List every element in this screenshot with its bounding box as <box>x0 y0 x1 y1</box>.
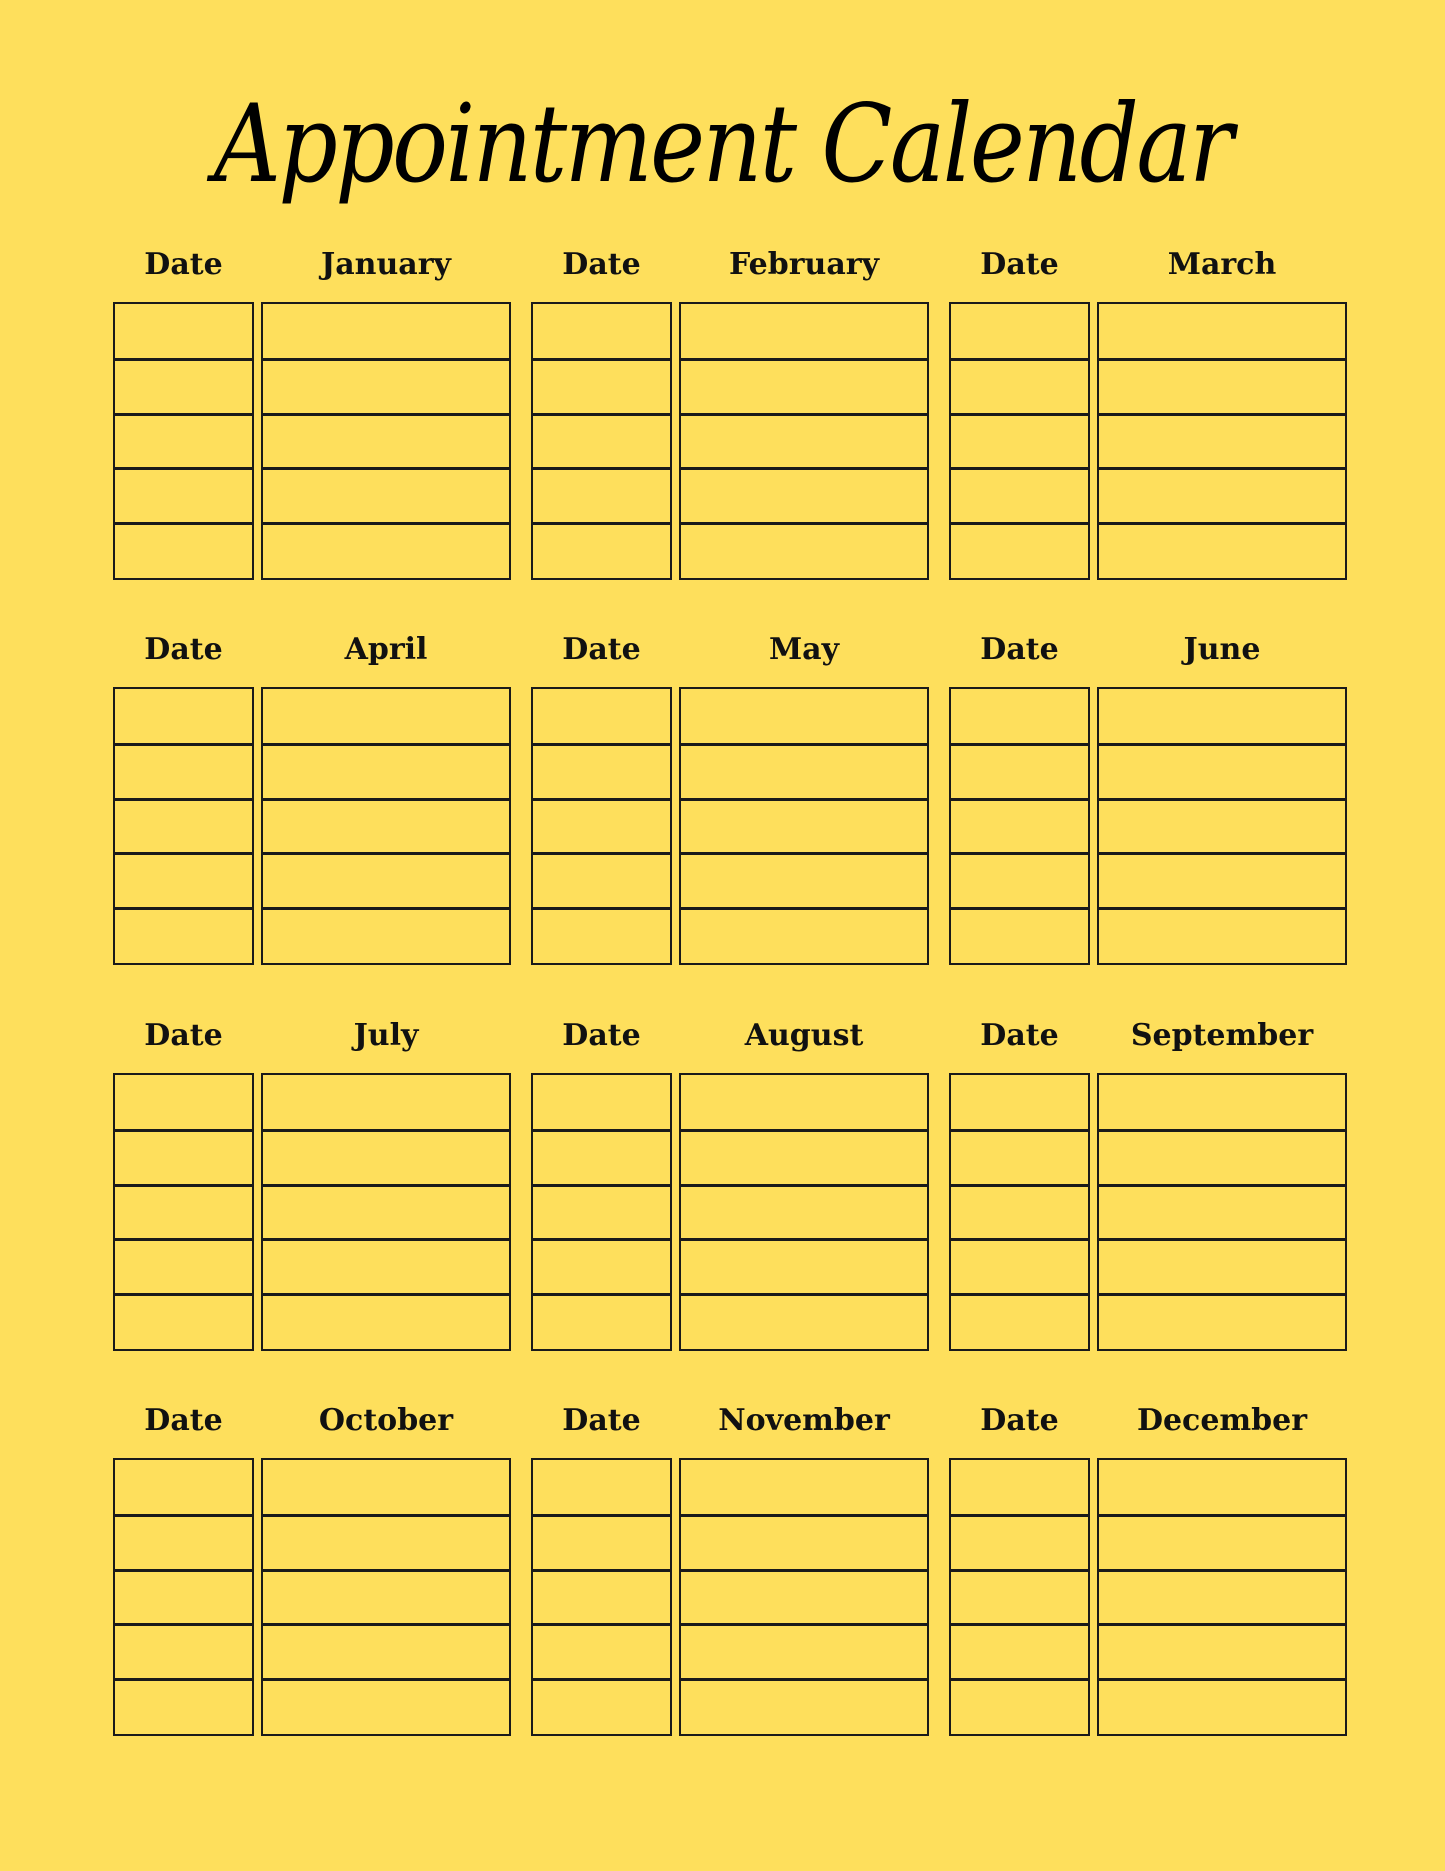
row-divider <box>115 522 252 525</box>
row-divider <box>1099 1514 1345 1517</box>
row-divider <box>263 798 509 801</box>
row-divider <box>681 1293 927 1296</box>
row-divider <box>263 743 509 746</box>
row-divider <box>951 1678 1088 1681</box>
row-divider <box>263 413 509 416</box>
row-divider <box>263 358 509 361</box>
month-label-february: February <box>728 247 879 282</box>
date-label: Date <box>980 632 1059 667</box>
row-divider <box>115 413 252 416</box>
date-column-box[interactable] <box>531 687 672 965</box>
row-divider <box>263 1238 509 1241</box>
row-divider <box>533 1238 670 1241</box>
row-divider <box>1099 1623 1345 1626</box>
row-divider <box>951 798 1088 801</box>
row-divider <box>263 1129 509 1132</box>
date-column-box[interactable] <box>531 1458 672 1736</box>
date-label: Date <box>980 1018 1059 1053</box>
appointment-column-box[interactable] <box>679 687 929 965</box>
date-column-box[interactable] <box>531 1073 672 1351</box>
row-divider <box>263 522 509 525</box>
date-label: Date <box>144 632 223 667</box>
month-label-january: January <box>321 247 451 282</box>
row-divider <box>951 413 1088 416</box>
date-label: Date <box>562 1018 641 1053</box>
appointment-column-box[interactable] <box>1097 687 1347 965</box>
appointment-column-box[interactable] <box>679 302 929 580</box>
row-divider <box>115 467 252 470</box>
date-column-box[interactable] <box>113 302 254 580</box>
row-divider <box>1099 358 1345 361</box>
appointment-column-box[interactable] <box>261 1073 511 1351</box>
row-divider <box>115 1293 252 1296</box>
month-label-september: September <box>1130 1018 1314 1053</box>
row-divider <box>681 358 927 361</box>
page-title: Appointment Calendar <box>213 82 1231 207</box>
date-label: Date <box>144 1403 223 1438</box>
row-divider <box>533 1129 670 1132</box>
row-divider <box>533 743 670 746</box>
month-label-november: November <box>718 1403 890 1438</box>
date-label: Date <box>144 1018 223 1053</box>
row-divider <box>681 1569 927 1572</box>
appointment-column-box[interactable] <box>679 1073 929 1351</box>
row-divider <box>263 467 509 470</box>
date-column-box[interactable] <box>531 302 672 580</box>
row-divider <box>263 1678 509 1681</box>
date-column-box[interactable] <box>949 302 1090 580</box>
row-divider <box>951 1514 1088 1517</box>
row-divider <box>681 1129 927 1132</box>
row-divider <box>1099 1184 1345 1187</box>
row-divider <box>115 1238 252 1241</box>
date-column-box[interactable] <box>113 687 254 965</box>
row-divider <box>115 743 252 746</box>
row-divider <box>533 852 670 855</box>
row-divider <box>533 1293 670 1296</box>
row-divider <box>681 743 927 746</box>
row-divider <box>263 907 509 910</box>
row-divider <box>533 1514 670 1517</box>
row-divider <box>115 1623 252 1626</box>
appointment-column-box[interactable] <box>261 1458 511 1736</box>
appointment-column-box[interactable] <box>1097 1073 1347 1351</box>
month-label-december: December <box>1136 1403 1308 1438</box>
row-divider <box>533 467 670 470</box>
row-divider <box>115 798 252 801</box>
row-divider <box>115 1129 252 1132</box>
date-column-box[interactable] <box>949 1458 1090 1736</box>
row-divider <box>951 1293 1088 1296</box>
row-divider <box>533 358 670 361</box>
month-label-july: July <box>353 1018 419 1053</box>
month-label-october: October <box>318 1403 454 1438</box>
row-divider <box>533 907 670 910</box>
row-divider <box>951 358 1088 361</box>
row-divider <box>115 1184 252 1187</box>
row-divider <box>951 522 1088 525</box>
row-divider <box>951 907 1088 910</box>
date-column-box[interactable] <box>113 1073 254 1351</box>
row-divider <box>115 852 252 855</box>
row-divider <box>263 1623 509 1626</box>
appointment-column-box[interactable] <box>679 1458 929 1736</box>
row-divider <box>115 1569 252 1572</box>
row-divider <box>951 852 1088 855</box>
row-divider <box>681 1514 927 1517</box>
row-divider <box>1099 743 1345 746</box>
row-divider <box>263 852 509 855</box>
row-divider <box>533 1678 670 1681</box>
row-divider <box>115 907 252 910</box>
month-label-april: April <box>344 632 428 667</box>
date-label: Date <box>562 1403 641 1438</box>
row-divider <box>681 413 927 416</box>
month-label-august: August <box>744 1018 864 1053</box>
row-divider <box>1099 1569 1345 1572</box>
row-divider <box>681 1238 927 1241</box>
date-column-box[interactable] <box>113 1458 254 1736</box>
row-divider <box>1099 798 1345 801</box>
row-divider <box>115 1514 252 1517</box>
row-divider <box>951 1184 1088 1187</box>
month-label-may: May <box>768 632 840 667</box>
row-divider <box>1099 1238 1345 1241</box>
date-column-box[interactable] <box>949 1073 1090 1351</box>
appointment-column-box[interactable] <box>1097 302 1347 580</box>
date-label: Date <box>980 247 1059 282</box>
row-divider <box>533 413 670 416</box>
row-divider <box>681 522 927 525</box>
row-divider <box>263 1514 509 1517</box>
row-divider <box>115 358 252 361</box>
appointment-column-box[interactable] <box>261 302 511 580</box>
row-divider <box>951 467 1088 470</box>
date-label: Date <box>562 632 641 667</box>
row-divider <box>681 907 927 910</box>
row-divider <box>533 522 670 525</box>
row-divider <box>681 852 927 855</box>
row-divider <box>951 1623 1088 1626</box>
row-divider <box>1099 1678 1345 1681</box>
appointment-column-box[interactable] <box>261 687 511 965</box>
month-label-march: March <box>1167 247 1277 282</box>
date-column-box[interactable] <box>949 687 1090 965</box>
row-divider <box>1099 1293 1345 1296</box>
row-divider <box>951 1569 1088 1572</box>
row-divider <box>263 1293 509 1296</box>
row-divider <box>533 798 670 801</box>
appointment-column-box[interactable] <box>1097 1458 1347 1736</box>
row-divider <box>533 1623 670 1626</box>
row-divider <box>1099 413 1345 416</box>
row-divider <box>533 1184 670 1187</box>
row-divider <box>681 1184 927 1187</box>
row-divider <box>533 1569 670 1572</box>
row-divider <box>951 743 1088 746</box>
row-divider <box>1099 852 1345 855</box>
date-label: Date <box>144 247 223 282</box>
month-label-june: June <box>1183 632 1261 667</box>
row-divider <box>681 1678 927 1681</box>
row-divider <box>263 1184 509 1187</box>
row-divider <box>951 1238 1088 1241</box>
row-divider <box>681 467 927 470</box>
row-divider <box>1099 1129 1345 1132</box>
row-divider <box>681 1623 927 1626</box>
date-label: Date <box>562 247 641 282</box>
date-label: Date <box>980 1403 1059 1438</box>
row-divider <box>1099 522 1345 525</box>
row-divider <box>115 1678 252 1681</box>
row-divider <box>951 1129 1088 1132</box>
row-divider <box>263 1569 509 1572</box>
row-divider <box>1099 467 1345 470</box>
row-divider <box>1099 907 1345 910</box>
row-divider <box>681 798 927 801</box>
